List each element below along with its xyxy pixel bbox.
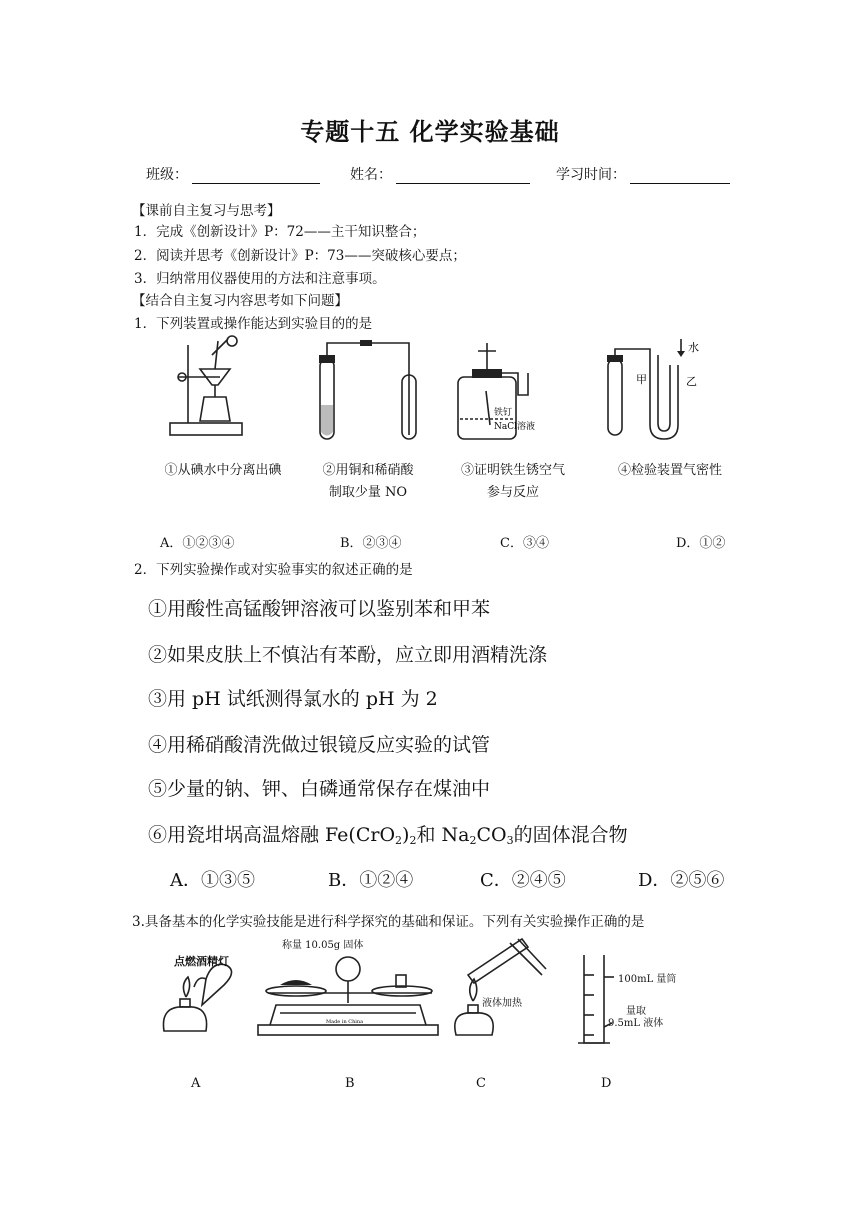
liquid-heating-figure <box>455 939 546 1035</box>
q1-caption-1 <box>148 460 298 482</box>
time-label: 学习时间： <box>556 167 626 183</box>
q1-caption-4-line: ④检验装置气密性 <box>617 463 722 478</box>
s6-part-1: ⑥用瓷坩埚高温熔融 Fe(CrO <box>148 824 396 846</box>
q1-caption-3 <box>448 460 578 504</box>
s6-part-3: 和 Na <box>416 824 470 846</box>
q3-option-b[interactable]: B <box>345 1076 355 1091</box>
name-label: 姓名： <box>350 167 392 183</box>
class-field <box>146 164 320 184</box>
q1-caption-2 <box>298 460 438 504</box>
q3-label-cylinder: 100mL 量筒 <box>618 974 677 985</box>
q2-option-a[interactable]: A．①③⑤ <box>170 870 255 891</box>
q3-label-measure: 量取 <box>626 1006 646 1017</box>
q1-caption-1-line: ①从碘水中分离出碘 <box>164 463 282 478</box>
section2-header: 【结合自主复习内容思考如下问题】 <box>132 293 348 309</box>
q2-option-d[interactable]: D．②⑤⑥ <box>638 870 725 891</box>
q3-option-d[interactable]: D <box>601 1076 612 1091</box>
lamp-lighting-figure <box>163 964 231 1031</box>
balance-figure <box>258 957 438 1035</box>
q1-caption-3-line2: 参与反应 <box>486 485 539 500</box>
q3-stem: 3.具备基本的化学实验技能是进行科学探究的基础和保证。下列有关实验操作正确的是 <box>132 914 645 930</box>
q2-statement-5: ⑤少量的钠、钾、白磷通常保存在煤油中 <box>148 778 491 800</box>
section1-item-1: 1．完成《创新设计》P：72——主干知识整合； <box>134 224 426 240</box>
nacl-label: NaCl溶液 <box>494 422 536 432</box>
q1-caption-2-line1: ②用铜和稀硝酸 <box>322 463 414 478</box>
q1-option-a[interactable]: A．①②③④ <box>160 536 235 551</box>
q3-apparatus-figures <box>150 935 710 1060</box>
iron-stand-funnel-figure <box>170 336 242 435</box>
water-label: 水 <box>688 341 699 354</box>
nail-label: 铁钉 <box>494 408 513 418</box>
s6-sub-2: 2 <box>409 834 417 847</box>
section1-header: 【课前自主复习与思考】 <box>132 203 281 219</box>
q3-label-volume: 9.5mL 液体 <box>608 1018 664 1029</box>
q1-option-b[interactable]: B．②③④ <box>340 536 402 551</box>
s6-part-5: 的固体混合物 <box>513 824 628 846</box>
q2-statement-3: ③用 pH 试纸测得氯水的 pH 为 2 <box>148 688 438 710</box>
q3-option-a[interactable]: A <box>191 1076 201 1091</box>
cu-hno3-no-figure <box>319 340 416 439</box>
graduated-cylinder-figure <box>578 955 614 1043</box>
name-blank[interactable] <box>396 169 530 184</box>
q1-apparatus-figures <box>160 335 750 445</box>
q1-stem: 1．下列装置或操作能达到实验目的的是 <box>134 316 373 332</box>
time-field <box>556 164 730 184</box>
class-blank[interactable] <box>192 169 320 184</box>
q2-stem: 2．下列实验操作或对实验事实的叙述正确的是 <box>134 562 413 578</box>
s6-sub-1: 2 <box>395 834 403 847</box>
section1-item-3: 3．归纳常用仪器使用的方法和注意事项。 <box>134 271 386 287</box>
q3-label-heat-liquid: 液体加热 <box>482 998 522 1009</box>
q3-option-c[interactable]: C <box>476 1076 486 1091</box>
q2-option-c[interactable]: C．②④⑤ <box>480 870 566 891</box>
yi-label: 乙 <box>686 375 697 388</box>
jia-label: 甲 <box>636 373 647 386</box>
q2-statement-6 <box>148 820 628 847</box>
q2-option-b[interactable]: B．①②④ <box>328 870 414 891</box>
name-field <box>350 164 530 184</box>
q1-caption-3-line1: ③证明铁生锈空气 <box>460 463 565 478</box>
q1-caption-2-line2: 制取少量 NO <box>328 485 408 500</box>
time-blank[interactable] <box>630 169 730 184</box>
s6-part-2: ) <box>402 824 410 846</box>
s6-sub-3: 2 <box>469 834 477 847</box>
q2-statement-1: ①用酸性高锰酸钾溶液可以鉴别苯和甲苯 <box>148 598 491 620</box>
q1-option-d[interactable]: D．①② <box>676 536 726 551</box>
balance-made-in-text: Made in China <box>326 1019 364 1025</box>
q3-label-weigh: 称量 10.05g 固体 <box>282 940 364 951</box>
s6-sub-4: 3 <box>506 834 514 847</box>
page-title: 专题十五 化学实验基础 <box>300 118 560 146</box>
q2-statement-4: ④用稀硝酸清洗做过银镜反应实验的试管 <box>148 734 491 756</box>
class-label: 班级： <box>146 167 188 183</box>
q1-option-c[interactable]: C．③④ <box>500 536 549 551</box>
q1-caption-4 <box>600 460 740 482</box>
q2-statement-2: ②如果皮肤上不慎沾有苯酚，应立即用酒精洗涤 <box>148 644 548 666</box>
q3-label-light-lamp: 点燃酒精灯 <box>174 955 229 968</box>
iron-rust-figure <box>458 343 535 439</box>
s6-part-4: CO <box>476 824 507 846</box>
airtightness-figure <box>607 339 699 439</box>
section1-item-2: 2．阅读并思考《创新设计》P：73——突破核心要点； <box>134 248 466 264</box>
